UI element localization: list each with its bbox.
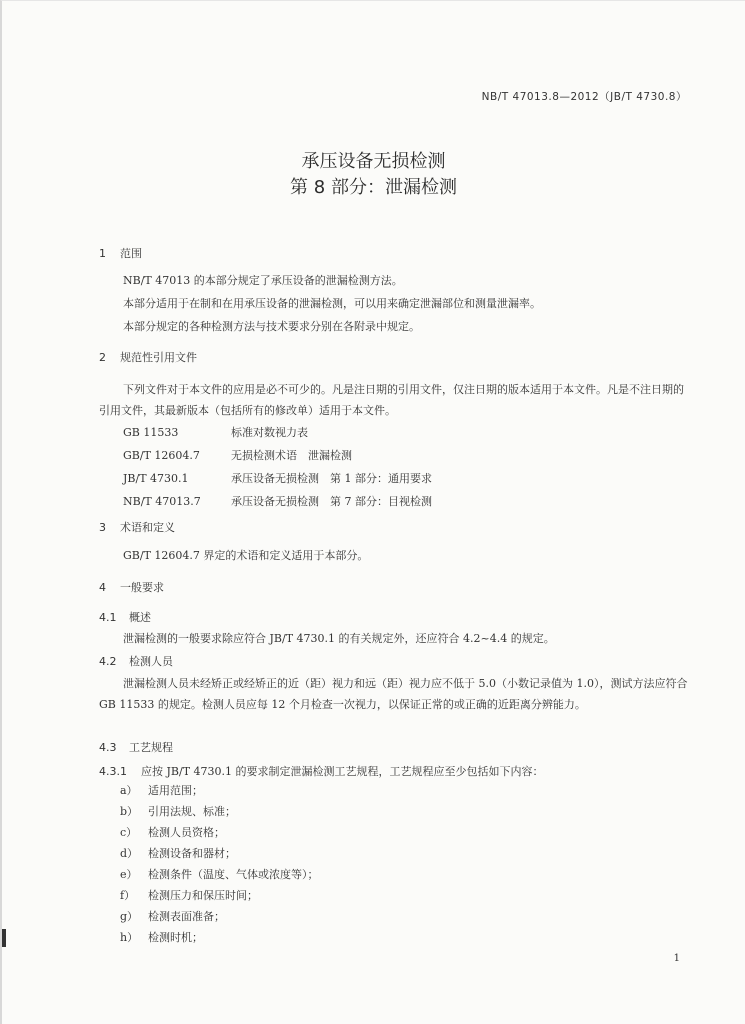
paragraph: GB/T 12604.7 界定的术语和定义适用于本部分。 <box>123 549 369 562</box>
section-title: 术语和定义 <box>120 521 175 534</box>
document-title: 承压设备无损检测 <box>301 151 446 172</box>
section-heading <box>99 349 197 365</box>
standard-code: NB/T 47013.8—2012（JB/T 4730.8） <box>481 91 687 103</box>
list-item <box>120 824 225 840</box>
scan-edge-mark <box>2 929 6 947</box>
reference-code: NB/T 47013.7 <box>123 495 201 508</box>
section-number: 2 <box>99 351 106 364</box>
section-heading <box>99 579 164 595</box>
list-item-text: 检测压力和保压时间； <box>148 889 258 902</box>
list-item-text: 检测设备和器材； <box>148 847 236 860</box>
reference-title: 标准对数视力表 <box>231 426 308 439</box>
reference-row <box>123 424 308 440</box>
list-item-text: 适用范围； <box>148 784 203 797</box>
reference-title: 承压设备无损检测 第 1 部分：通用要求 <box>231 472 432 485</box>
section-number: 4 <box>99 581 106 594</box>
reference-row <box>123 493 432 509</box>
reference-code: GB 11533 <box>123 426 179 439</box>
list-item-text: 检测表面准备； <box>148 910 225 923</box>
list-item-label: c） <box>120 826 138 839</box>
list-item-label: h） <box>120 931 139 944</box>
list-item-text: 检测时机； <box>148 931 203 944</box>
clause <box>99 763 544 779</box>
page-number: 1 <box>673 953 680 964</box>
list-item <box>120 887 258 903</box>
list-item-label: d） <box>120 847 139 860</box>
reference-row <box>123 470 432 486</box>
reference-row <box>123 447 352 463</box>
list-item <box>120 803 236 819</box>
subsection-heading <box>99 739 173 755</box>
reference-code: GB/T 12604.7 <box>123 449 200 462</box>
list-item-label: e） <box>120 868 138 881</box>
subsection-title: 工艺规程 <box>129 741 173 754</box>
list-item-text: 检测条件（温度、气体或浓度等）； <box>148 868 319 881</box>
clause-number: 4.3.1 <box>99 765 127 778</box>
list-item-text: 引用法规、标准； <box>148 805 236 818</box>
reference-title: 承压设备无损检测 第 7 部分：目视检测 <box>231 495 432 508</box>
list-item <box>120 782 203 798</box>
paragraph: 下列文件对于本文件的应用是必不可少的。凡是注日期的引用文件，仅注日期的版本适用于本文件。凡是不注日期的引用文件，其最新版本（包括所有的修改单）适用于本文件。 <box>99 383 684 417</box>
list-item-label: f） <box>120 889 136 902</box>
list-item-label: a） <box>120 784 138 797</box>
section-title: 规范性引用文件 <box>120 351 197 364</box>
list-item <box>120 908 225 924</box>
list-item-text: 检测人员资格； <box>148 826 225 839</box>
section-heading <box>99 245 142 261</box>
subsection-number: 4.1 <box>99 611 117 624</box>
subsection-title: 概述 <box>129 611 151 624</box>
subsection-heading <box>99 609 151 625</box>
clause-text: 应按 JB/T 4730.1 的要求制定泄漏检测工艺规程，工艺规程应至少包括如下内容： <box>141 765 544 778</box>
section-heading <box>99 519 175 535</box>
list-item-label: b） <box>120 805 139 818</box>
list-item <box>120 845 236 861</box>
subsection-number: 4.3 <box>99 741 117 754</box>
subsection-title: 检测人员 <box>129 655 173 668</box>
section-title: 一般要求 <box>120 581 164 594</box>
document-subtitle: 第 8 部分：泄漏检测 <box>290 177 457 198</box>
list-item-label: g） <box>120 910 139 923</box>
section-number: 3 <box>99 521 106 534</box>
subsection-number: 4.2 <box>99 655 117 668</box>
section-number: 1 <box>99 247 106 260</box>
section-title: 范围 <box>120 247 142 260</box>
list-item <box>120 929 203 945</box>
subsection-heading <box>99 653 173 669</box>
paragraph: 本部分规定的各种检测方法与技术要求分别在各附录中规定。 <box>123 320 420 333</box>
title-block <box>2 149 745 201</box>
paragraph: NB/T 47013 的本部分规定了承压设备的泄漏检测方法。 <box>123 274 403 287</box>
reference-title: 无损检测术语 泄漏检测 <box>231 449 352 462</box>
paragraph: 本部分适用于在制和在用承压设备的泄漏检测，可以用来确定泄漏部位和测量泄漏率。 <box>123 297 541 310</box>
list-item <box>120 866 319 882</box>
paragraph: 泄漏检测人员未经矫正或经矫正的近（距）视力和远（距）视力应不低于 5.0（小数记录值为 1.0），测试方法应符合 GB 11533 的规定。检测人员应每 12 个月检查一次视力，以保证正常的或正确的近距离分辨能力。 <box>99 677 688 711</box>
reference-code: JB/T 4730.1 <box>123 472 189 485</box>
paragraph: 泄漏检测的一般要求除应符合 JB/T 4730.1 的有关规定外，还应符合 4.2~4.4 的规定。 <box>123 632 555 645</box>
